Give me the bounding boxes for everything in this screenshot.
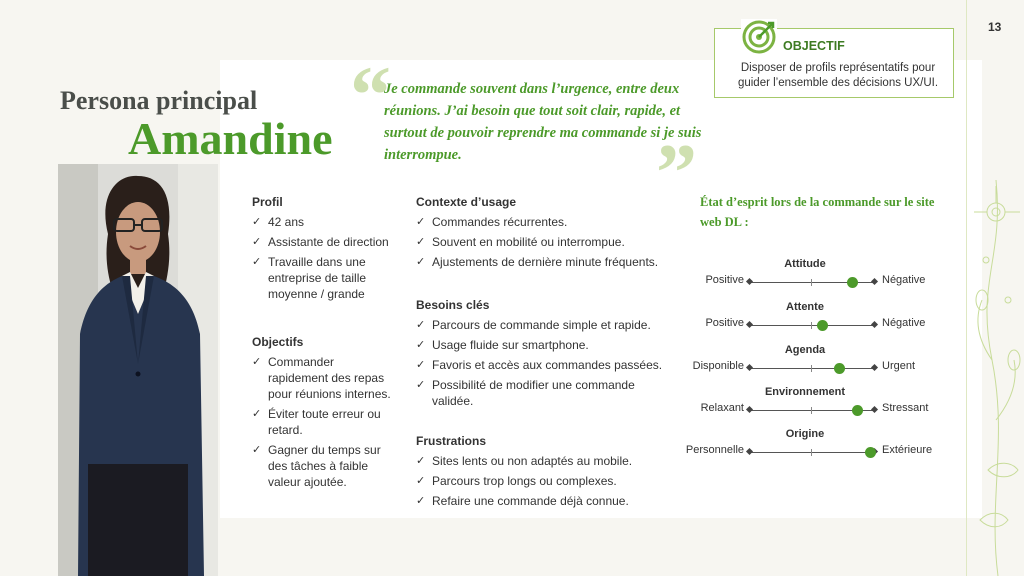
mood-title: État d’esprit lors de la commande sur le site web DL : xyxy=(700,195,935,229)
scale-end-marker xyxy=(871,321,878,328)
contexte-title: Contexte d’usage xyxy=(416,195,517,209)
objectifs-section xyxy=(252,335,392,494)
scale-marker-dot xyxy=(847,277,858,288)
scale-track xyxy=(750,368,874,369)
scale-right-label: Négative xyxy=(882,274,926,286)
scale-origine xyxy=(660,428,950,468)
scale-marker-dot xyxy=(865,447,876,458)
page-number: 13 xyxy=(988,20,1002,34)
scale-track xyxy=(750,325,874,326)
scale-midpoint xyxy=(811,407,812,414)
list-item: ✓ 42 ans xyxy=(252,214,392,230)
objectif-text: Disposer de profils représentatifs pour guider l’ensemble des décisions UX/UI. xyxy=(737,62,939,89)
profil-title: Profil xyxy=(252,195,283,209)
scale-title: Environnement xyxy=(764,386,846,398)
contexte-section xyxy=(416,195,676,274)
scale-environnement xyxy=(660,386,950,426)
scale-agenda xyxy=(660,344,950,384)
frustrations-title: Frustrations xyxy=(416,434,487,448)
objectifs-title: Objectifs xyxy=(252,335,304,349)
list-item: ✓ Refaire une commande déjà connue. xyxy=(416,493,676,509)
scale-marker-dot xyxy=(852,405,863,416)
scale-title: Agenda xyxy=(784,344,826,356)
scale-end-marker xyxy=(746,406,753,413)
scale-left-label: Relaxant xyxy=(700,402,744,414)
persona-name: Amandine xyxy=(128,113,333,164)
list-item: ✓ Commandes récurrentes. xyxy=(416,214,676,230)
list-item: ✓ Parcours trop longs ou complexes. xyxy=(416,473,676,489)
open-quote-icon: “ xyxy=(350,49,391,140)
divider-line xyxy=(966,0,967,576)
list-item: ✓ Gagner du temps sur des tâches à faible valeur ajoutée. xyxy=(252,442,392,490)
scale-midpoint xyxy=(811,449,812,456)
scale-track xyxy=(750,452,874,453)
scale-right-label: Stressant xyxy=(882,402,929,414)
persona-photo xyxy=(58,164,218,576)
scale-marker-dot xyxy=(834,363,845,374)
profil-section xyxy=(252,195,392,306)
scale-end-marker xyxy=(746,278,753,285)
close-quote-icon: ” xyxy=(656,127,697,218)
scale-title: Attitude xyxy=(784,258,826,270)
scale-right-label: Négative xyxy=(882,317,926,329)
frustrations-section xyxy=(416,434,676,513)
persona-quote: Je commande souvent dans l’urgence, entre deux réunions. J’ai besoin que tout soit clair, rapide, et surtout de pouvoir reprendre ma commande si je suis interrompue. xyxy=(384,81,702,163)
list-item: ✓ Éviter toute erreur ou retard. xyxy=(252,406,392,438)
scale-end-marker xyxy=(746,448,753,455)
scale-end-marker xyxy=(871,364,878,371)
scale-midpoint xyxy=(811,279,812,286)
scale-right-label: Urgent xyxy=(882,360,916,372)
floral-decoration xyxy=(968,0,1024,576)
besoins-section xyxy=(416,298,676,413)
besoins-title: Besoins clés xyxy=(416,298,490,312)
scale-end-marker xyxy=(746,321,753,328)
objectif-title: OBJECTIF xyxy=(783,39,845,53)
list-item: ✓ Ajustements de dernière minute fréquents. xyxy=(416,254,676,270)
target-icon xyxy=(741,19,777,55)
scale-end-marker xyxy=(746,364,753,371)
page-title: Persona principal xyxy=(60,86,258,115)
scale-left-label: Positive xyxy=(705,274,744,286)
list-item: ✓ Parcours de commande simple et rapide. xyxy=(416,317,676,333)
scale-track xyxy=(750,282,874,283)
scale-right-label: Extérieure xyxy=(882,444,933,456)
list-item: ✓ Possibilité de modifier une commande validée. xyxy=(416,377,676,409)
scale-attente xyxy=(660,301,950,341)
list-item: ✓ Sites lents ou non adaptés au mobile. xyxy=(416,453,676,469)
list-item: ✓ Travaille dans une entreprise de taille moyenne / grande xyxy=(252,254,392,302)
list-item: ✓ Assistante de direction xyxy=(252,234,392,250)
scale-attitude xyxy=(660,258,950,298)
scale-left-label: Disponible xyxy=(692,360,744,372)
scale-marker-dot xyxy=(817,320,828,331)
list-item: ✓ Souvent en mobilité ou interrompue. xyxy=(416,234,676,250)
scale-left-label: Personnelle xyxy=(685,444,744,456)
list-item: ✓ Usage fluide sur smartphone. xyxy=(416,337,676,353)
scale-left-label: Positive xyxy=(705,317,744,329)
objectif-box xyxy=(714,28,954,98)
scale-title: Origine xyxy=(785,428,825,440)
scale-end-marker xyxy=(871,406,878,413)
scale-track xyxy=(750,410,874,411)
scale-title: Attente xyxy=(786,301,824,313)
scale-midpoint xyxy=(811,365,812,372)
list-item: ✓ Commander rapidement des repas pour réunions internes. xyxy=(252,354,392,402)
list-item: ✓ Favoris et accès aux commandes passées. xyxy=(416,357,676,373)
scale-midpoint xyxy=(811,322,812,329)
scale-end-marker xyxy=(871,278,878,285)
